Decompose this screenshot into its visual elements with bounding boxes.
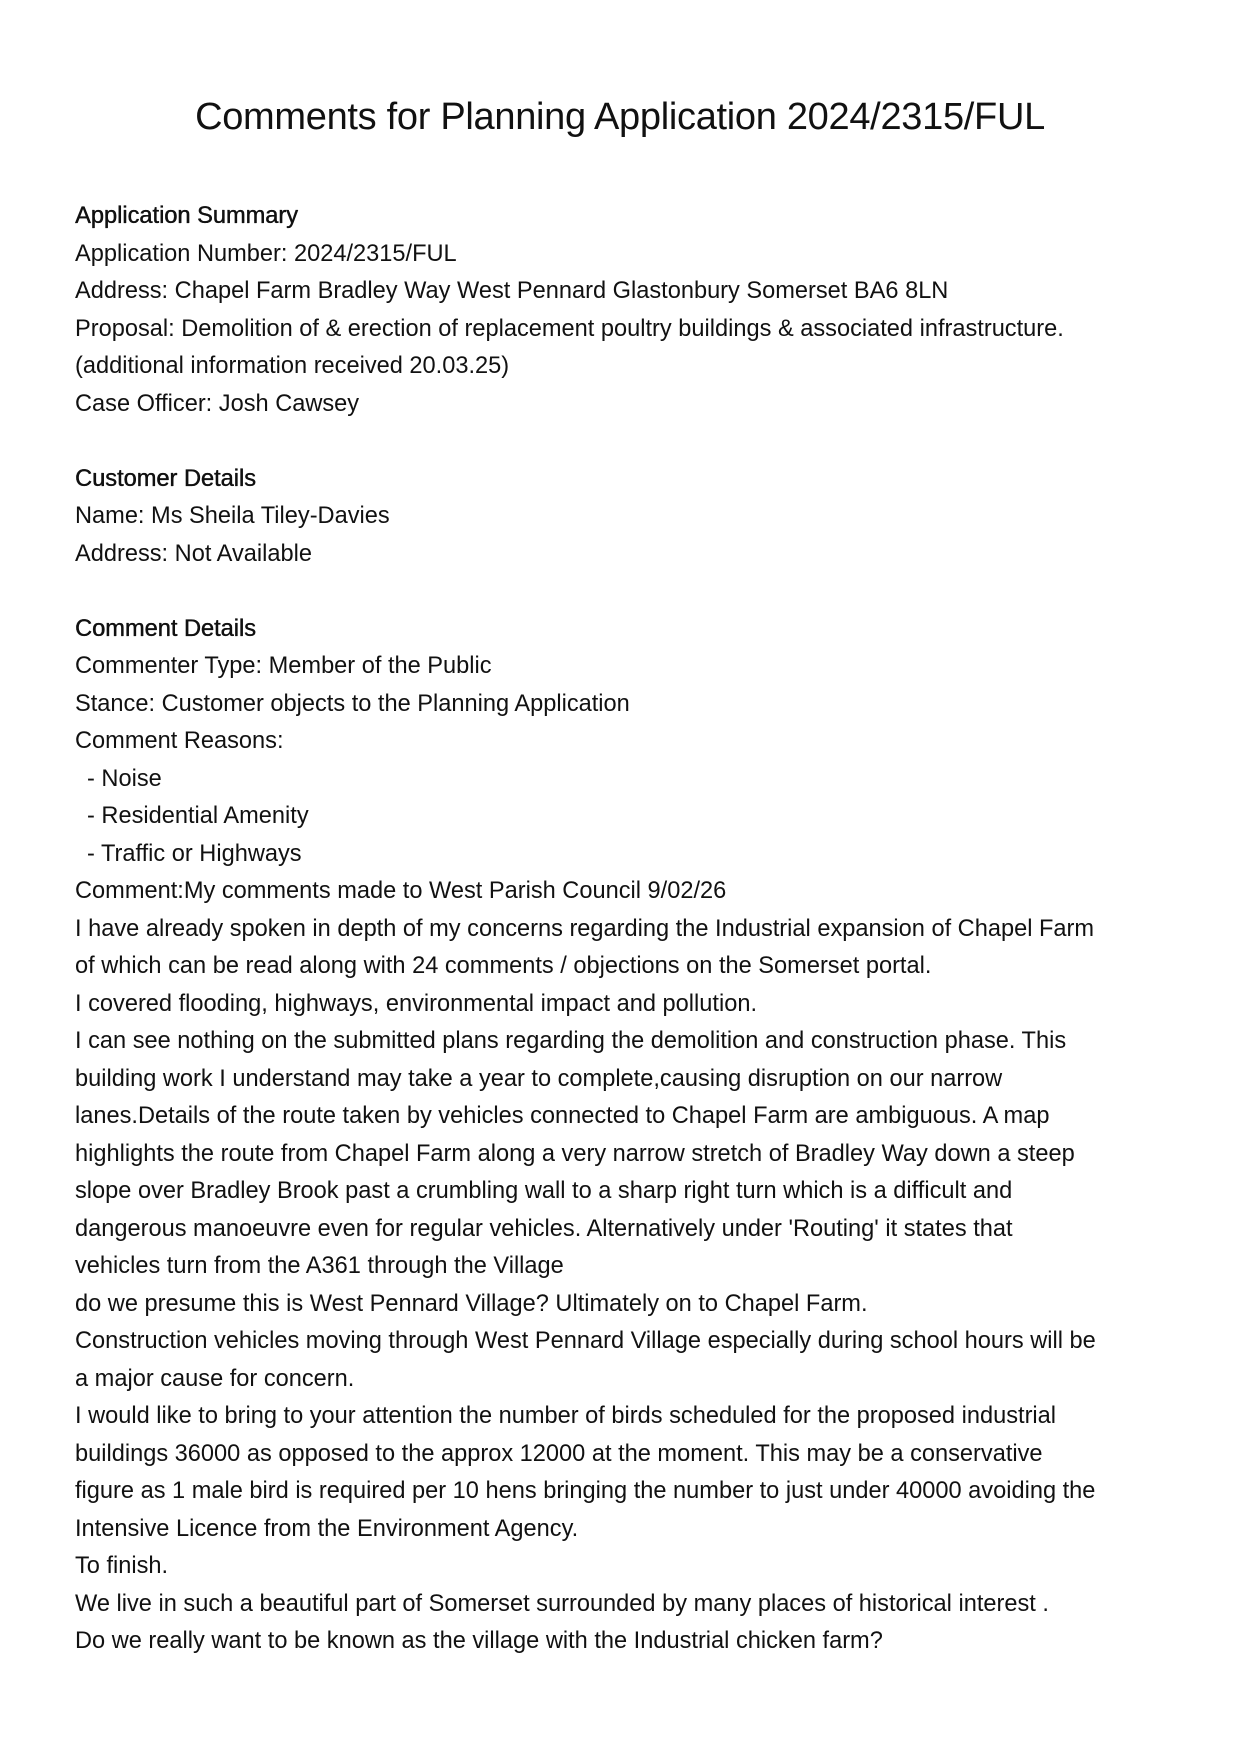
comment-line: To finish.	[75, 1553, 169, 1579]
comment-line: vehicles turn from the A361 through the Village	[75, 1253, 564, 1279]
comment-line: a major cause for concern.	[75, 1365, 355, 1392]
stance: Stance: Customer objects to the Planning Application	[75, 690, 630, 717]
comment-line: lanes.Details of the route taken by vehicles connected to Chapel Farm are ambiguous. A map	[75, 1103, 1050, 1129]
comment-line: Comment:My comments made to West Parish Council 9/02/26	[75, 878, 727, 904]
comment-line: Intensive Licence from the Environment Agency.	[75, 1515, 579, 1542]
comment-reason-item: - Noise	[87, 765, 162, 792]
comment-line: We live in such a beautiful part of Somerset surrounded by many places of historical interest .	[75, 1590, 1049, 1617]
comment-reason-item: - Traffic or Highways	[87, 840, 302, 867]
proposal-line-1: Proposal: Demolition of & erection of replacement poultry buildings & associated infrastructure.	[75, 315, 1064, 342]
case-officer: Case Officer: Josh Cawsey	[75, 390, 360, 417]
comment-line: Construction vehicles moving through West Pennard Village especially during school hours will be	[75, 1328, 1096, 1354]
customer-name: Name: Ms Sheila Tiley-Davies	[75, 503, 390, 529]
commenter-type: Commenter Type: Member of the Public	[75, 653, 492, 679]
comment-line: Do we really want to be known as the village with the Industrial chicken farm?	[75, 1628, 883, 1654]
comment-line: I have already spoken in depth of my concerns regarding the Industrial expansion of Chapel Farm	[75, 915, 1095, 942]
application-summary-heading: Application Summary	[75, 203, 298, 229]
document-body	[75, 198, 1175, 1661]
comment-line: buildings 36000 as opposed to the approx 12000 at the moment. This may be a conservative	[75, 1440, 1043, 1467]
customer-address: Address: Not Available	[75, 540, 312, 567]
comment-line: dangerous manoeuvre even for regular vehicles. Alternatively under 'Routing' it states that	[75, 1215, 1013, 1242]
customer-details-heading: Customer Details	[75, 465, 256, 492]
comment-reason-item: - Residential Amenity	[87, 803, 309, 829]
comment-line: I covered flooding, highways, environmental impact and pollution.	[75, 990, 757, 1017]
comment-details-heading: Comment Details	[75, 615, 256, 642]
application-address: Address: Chapel Farm Bradley Way West Pennard Glastonbury Somerset BA6 8LN	[75, 278, 949, 304]
application-number: Application Number: 2024/2315/FUL	[75, 240, 457, 267]
section-spacer	[75, 423, 1175, 461]
comment-line: slope over Bradley Brook past a crumbling wall to a sharp right turn which is a difficult and	[75, 1178, 1013, 1204]
page-title: Comments for Planning Application 2024/2315/FUL	[195, 96, 1045, 138]
comment-line: figure as 1 male bird is required per 10 hens bringing the number to just under 40000 avoiding the	[75, 1478, 1096, 1504]
comment-reasons-label: Comment Reasons:	[75, 728, 284, 754]
comment-text	[75, 873, 1175, 1661]
comment-line: I would like to bring to your attention the number of birds scheduled for the proposed industrial	[75, 1403, 1057, 1429]
section-spacer	[75, 573, 1175, 611]
comment-line: building work I understand may take a year to complete,causing disruption on our narrow	[75, 1065, 1003, 1092]
comment-line: of which can be read along with 24 comments / objections on the Somerset portal.	[75, 953, 932, 979]
comment-line: highlights the route from Chapel Farm along a very narrow stretch of Bradley Way down a steep	[75, 1140, 1075, 1167]
comment-line: I can see nothing on the submitted plans regarding the demolition and construction phase. This	[75, 1028, 1067, 1054]
comment-line: do we presume this is West Pennard Village? Ultimately on to Chapel Farm.	[75, 1290, 868, 1317]
proposal-line-2: (additional information received 20.03.25)	[75, 353, 510, 379]
